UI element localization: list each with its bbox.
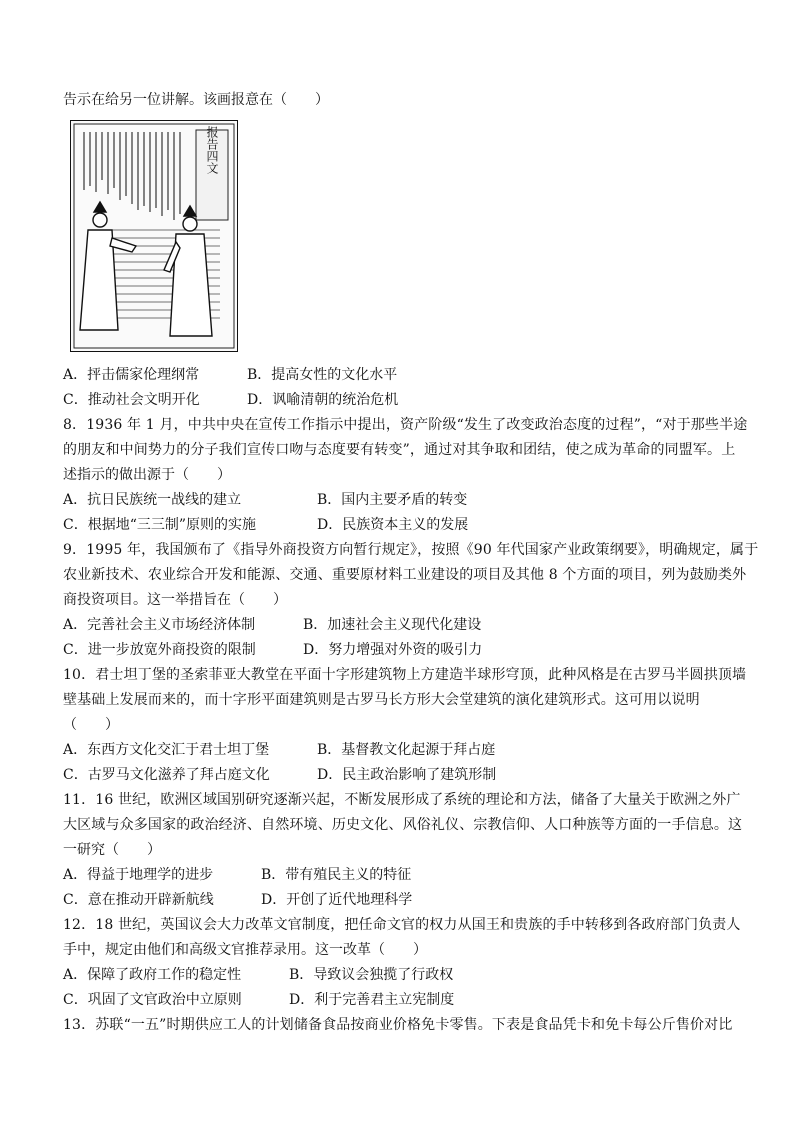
q10-option-d: D．民主政治影响了建筑形制 <box>317 767 497 783</box>
q11-line-2: 大区域与众多国家的政治经济、自然环境、历史文化、风俗礼仪、宗教信仰、人口种族等方面的一手信息。这 <box>63 817 743 833</box>
q11-option-c: C．意在推动开辟新航线 <box>63 892 214 908</box>
q10-option-b: B．基督教文化起源于拜占庭 <box>317 742 496 758</box>
banner-text <box>205 125 219 174</box>
q13-line-1: 13．苏联“一五”时期供应工人的计划储备食品按商业价格免卡零售。下表是食品凭卡和免卡每公斤售价对比 <box>63 1017 733 1033</box>
q9-option-b: B．加速社会主义现代化建设 <box>303 617 482 633</box>
q9-option-a: A．完善社会主义市场经济体制 <box>63 617 256 633</box>
q8-line-3: 述指示的做出源于（ ） <box>63 467 231 483</box>
q12-line-2: 手中，规定由他们和高级文官推荐录用。这一改革（ ） <box>63 942 427 958</box>
q7-option-b: B．提高女性的文化水平 <box>247 367 398 383</box>
svg-text:报告四文: 报告四文 <box>205 126 219 174</box>
q12-line-1: 12．18 世纪，英国议会大力改革文官制度，把任命文官的权力从国王和贵族的手中转移到各政府部门负责人 <box>63 917 741 933</box>
q7-option-a: A．抨击儒家伦理纲常 <box>63 367 200 383</box>
woodcut-image <box>70 120 238 352</box>
q12-option-a: A．保障了政府工作的稳定性 <box>63 967 242 983</box>
q7-option-c: C．推动社会文明开化 <box>63 392 200 408</box>
q7-option-d: D．讽喻清朝的统治危机 <box>247 392 399 408</box>
q11-option-a: A．得益于地理学的进步 <box>63 867 214 883</box>
q11-option-b: B．带有殖民主义的特征 <box>261 867 412 883</box>
q11-line-1: 11．16 世纪，欧洲区域国别研究逐渐兴起，不断发展形成了系统的理论和方法，储备了大量关于欧洲之外广 <box>63 792 741 808</box>
q8-option-a: A．抗日民族统一战线的建立 <box>63 492 242 508</box>
q10-line-1: 10．君士坦丁堡的圣索菲亚大教堂在平面十字形建筑物上方建造半球形穹顶，此种风格是在古罗马半圆拱顶墙 <box>63 667 747 683</box>
q11-option-d: D．开创了近代地理科学 <box>261 892 413 908</box>
q10-line-2: 壁基础上发展而来的，而十字形平面建筑则是古罗马长方形大会堂建筑的演化建筑形式。这可用以说明 <box>63 692 700 708</box>
q10-option-a: A．东西方文化交汇于君士坦丁堡 <box>63 742 270 758</box>
q9-line-2: 农业新技术、农业综合开发和能源、交通、重要原材料工业建设的项目及其他 8 个方面的项目，列为鼓励类外 <box>63 567 747 583</box>
q12-option-c: C．巩固了文官政治中立原则 <box>63 992 242 1008</box>
q9-option-c: C．进一步放宽外商投资的限制 <box>63 642 256 658</box>
q9-option-d: D．努力增强对外资的吸引力 <box>303 642 483 658</box>
q11-line-3: 一研究（ ） <box>63 842 161 858</box>
q8-option-d: D．民族资本主义的发展 <box>317 517 469 533</box>
q12-option-b: B．导致议会独揽了行政权 <box>289 967 454 983</box>
q8-line-1: 8．1936 年 1 月，中共中央在宣传工作指示中提出，资产阶级“发生了改变政治态度的过程”，“对于那些半途 <box>63 417 748 433</box>
q7-illustration <box>70 120 238 352</box>
q12-option-d: D．利于完善君主立宪制度 <box>289 992 455 1008</box>
q8-option-b: B．国内主要矛盾的转变 <box>317 492 468 508</box>
q10-option-c: C．古罗马文化滋养了拜占庭文化 <box>63 767 270 783</box>
q7-stem-tail: 告示在给另一位讲解。该画报意在（ ） <box>63 92 329 108</box>
q8-option-c: C．根据地“三三制”原则的实施 <box>63 517 257 533</box>
q10-line-3: （ ） <box>63 717 119 733</box>
q8-line-2: 的朋友和中间势力的分子我们宣传口吻与态度要有转变”，通过对其争取和团结，使之成为革命的同盟军。上 <box>63 442 736 458</box>
q9-line-1: 9．1995 年，我国颁布了《指导外商投资方向暂行规定》，按照《90 年代国家产业政策纲要》，明确规定，属于 <box>63 542 759 558</box>
q9-line-3: 商投资项目。这一举措旨在（ ） <box>63 592 287 608</box>
